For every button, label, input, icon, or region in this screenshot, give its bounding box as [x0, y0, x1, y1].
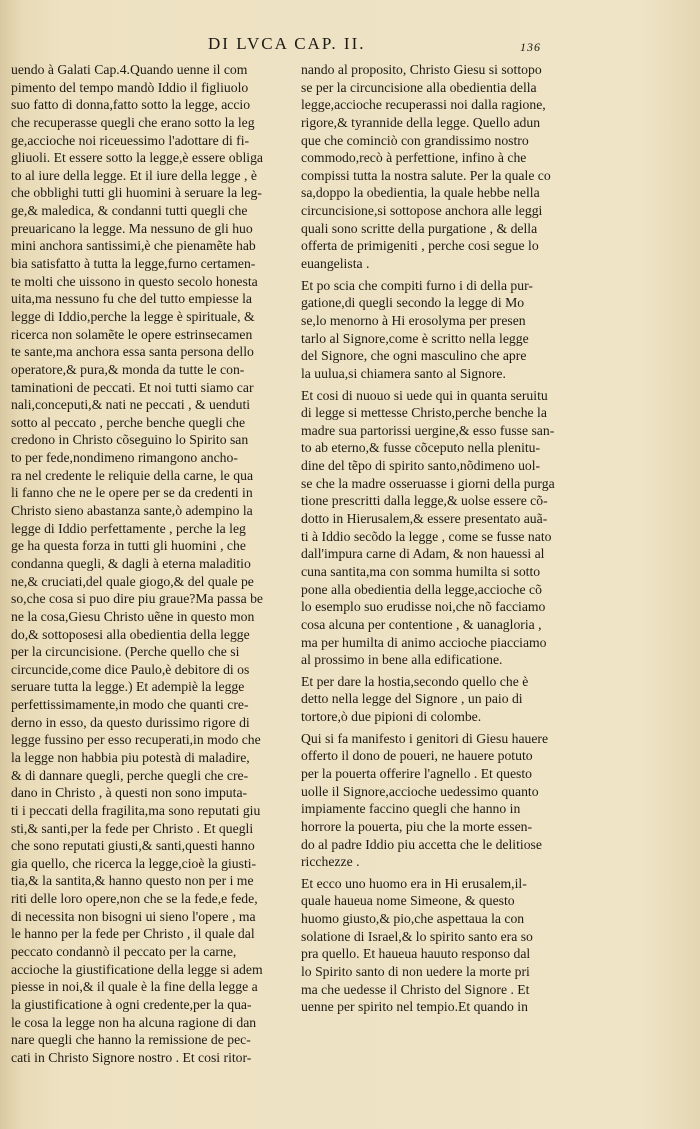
text-line: gia quello, che ricerca la legge,cioè la giusti- [11, 855, 257, 871]
text-line: solatione di Israel,& lo spirito santo era so [301, 928, 533, 944]
text-line: la uulua,si chiamera santo al Signore. [301, 365, 506, 381]
text-line: Qui si fa manifesto i genitori di Giesu hauere [301, 730, 549, 746]
text-line: tarlo al Signore,come è scritto nella legge [301, 330, 529, 346]
text-line: circuncisione,si sottopose anchora alle leggi [301, 203, 543, 219]
text-line: perfettissimamente,in modo che quanti cre- [11, 697, 249, 713]
text-line: lo Spirito santo di non uedere la morte pri [301, 964, 530, 980]
text-line: nare quegli che hanno la remissione de pec- [11, 1032, 251, 1048]
text-line: del Signore, che ogni masculino che apre [301, 348, 527, 364]
text-line: derno in esso, da questo durissimo rigore di [11, 714, 250, 730]
text-line: uita,ma nessuno fu che del tutto empiesse la [11, 291, 252, 307]
text-line: offerta de primigeniti , perche cosi segue lo [301, 238, 539, 254]
text-line: quale haueua nome Simeone, & questo [301, 893, 515, 909]
text-line: se che la madre osseruasse i giorni della purga [301, 475, 555, 491]
text-line: piesse in noi,& il quale è la fine della legge a [11, 979, 258, 995]
text-line: cosa alcuna per contentione , & uanagloria , [301, 616, 542, 632]
text-line: do al padre Iddio piu accetta che le delitiose [301, 836, 542, 852]
text-line: legge fussino per esso recuperati,in modo che [11, 732, 261, 748]
text-line: Et ecco uno huomo era in Hi erusalem,il- [301, 875, 527, 891]
text-line: ne,& cruciati,del quale giogo,& del quale pe [11, 573, 254, 589]
text-line: sotto al peccato , perche benche quegli che [11, 414, 246, 430]
text-line: ti à Iddio secõdo la legge , come se fusse nato [301, 528, 552, 544]
text-line: per la circuncisione. (Perche quello che si [11, 644, 240, 660]
text-line: peccato condannò il peccato per la carne, [11, 944, 237, 960]
text-line: nando al proposito, Christo Giesu si sottopo [301, 62, 542, 77]
text-line: riti delle loro opere,non che se la fede,e fede, [11, 891, 258, 907]
text-line: le hanno per la fede per Christo , il quale dal [11, 926, 255, 942]
text-line: di necessita non bisogni ui sieno l'opere , ma [11, 908, 256, 924]
text-line: compissi tutta la nostra salute. Per la quale co [301, 167, 551, 183]
text-line: preuaricano la legge. Ma nessuno de gli huo [11, 220, 253, 236]
paragraph [301, 277, 584, 383]
text-line: accioche la giustificatione della legge si adem [11, 961, 263, 977]
text-line: mini anchora santissimi,è che pienamẽte hab [11, 238, 256, 254]
paragraph [301, 730, 584, 871]
text-line: nali,conceputi,& nati ne peccati , & uenduti [11, 397, 251, 413]
text-line: to al iure della legge. Et il iure della legge , è [11, 167, 257, 183]
text-line: se,lo menorno à Hi erosolyma per presen [301, 312, 526, 328]
text-line: te molti che uissono in questo secolo honesta [11, 273, 258, 289]
text-line: tione prescritti dalla legge,& uolse essere cõ- [301, 493, 548, 509]
text-line: legge di Iddio perfettamente , perche la leg [11, 520, 246, 536]
text-line: lo esemplo suo erudisse noi,che nõ facciamo [301, 599, 546, 615]
paragraph [301, 61, 584, 273]
text-line: dano in Christo , à questi non sono imputa- [11, 785, 248, 801]
text-line: offerto il dono de poueri, ne hauere potuto [301, 748, 533, 764]
text-line: & di dannare quegli, perche quegli che cre- [11, 767, 249, 783]
text-line: madre sua partorissi uergine,& esso fusse san- [301, 422, 555, 438]
text-line: per la pouerta offerire l'agnello . Et questo [301, 765, 533, 781]
text-line: che sono reputati giusti,& santi,questi hanno [11, 838, 255, 854]
running-title: DI LVCA CAP. II. [208, 34, 366, 53]
text-line: euangelista . [301, 256, 370, 272]
text-line: ma che uedesse il Christo del Signore . Et [301, 981, 530, 997]
text-line: la giustificatione à ogni credente,per la qua- [11, 996, 252, 1012]
text-line: seruare tutta la legge.) Et adempiè la legge [11, 679, 245, 695]
left-text-column [11, 61, 294, 1067]
text-line: commodo,recò à perfettione, infino à che [301, 150, 527, 166]
text-line: tia,& la santita,& hanno questo non per i me [11, 873, 254, 889]
text-line: ne la cosa,Giesu Christo uẽne in questo mon [11, 608, 255, 624]
text-line: cuna santita,ma con somma humilta si sotto [301, 563, 541, 579]
text-line: te sante,ma anchora essa santa persona dello [11, 344, 254, 360]
text-line: huomo giusto,& pio,che aspettaua la con [301, 911, 525, 927]
text-line: que che cominciò con grandissimo nostro [301, 132, 529, 148]
text-line: dine del tẽpo di spirito santo,nõdimeno uol- [301, 458, 541, 474]
text-line: ge,accioche noi riceuessimo l'adottare di fi- [11, 132, 250, 148]
text-line: uolle il Signore,accioche uedessimo quanto [301, 783, 539, 799]
text-line: quali sono scritte della purgatione , & della [301, 220, 538, 236]
text-line: pimento del tempo mandò Iddio il figliuolo [11, 79, 249, 95]
text-line: taminationi de peccati. Et noi tutti siamo car [11, 379, 254, 395]
text-line: gatione,di quegli secondo la legge di Mo [301, 295, 525, 311]
text-line: ti i peccati della fragilita,ma sono reputati giu [11, 802, 261, 818]
text-line: so,che cosa si puo dire piu graue?Ma passa be [11, 591, 263, 607]
text-line: ricerca non solamẽte le opere estrinsecamen [11, 326, 253, 342]
text-line: legge di Iddio,perche la legge è spirituale, & [11, 308, 255, 324]
right-text-column [301, 61, 584, 1016]
text-line: pra quello. Et haueua hauuto responso dal [301, 946, 531, 962]
text-line: dall'impura carne di Adam, & non hauessi al [301, 546, 545, 562]
text-line: ricchezze . [301, 854, 360, 870]
folio-number: 136 [520, 40, 541, 54]
text-line: circuncide,come dice Paulo,è debitore di os [11, 661, 250, 677]
text-line: al prossimo in bene alla edificatione. [301, 652, 503, 668]
paragraph [301, 673, 584, 726]
text-line: to ab eterno,& fusse cõceputo nella plenitu- [301, 440, 541, 456]
text-line: condanna quegli, & dagli à eterna maladitio [11, 555, 251, 571]
text-line: suo fatto di donna,fatto sotto la legge, accio [11, 97, 251, 113]
text-line: se per la circuncisione alla obedientia della [301, 79, 537, 95]
paragraph [301, 387, 584, 669]
running-head [0, 34, 700, 56]
text-line: horrore la pouerta, piu che la morte essen- [301, 818, 533, 834]
text-line: dotto in Hierusalem,& essere presentato auã- [301, 511, 548, 527]
text-line: gliuoli. Et essere sotto la legge,è essere obliga [11, 150, 264, 166]
text-line: ge,& maledica, & condanni tutti quegli che [11, 203, 248, 219]
text-line: rigore,& tyrannide della legge. Quello adun [301, 114, 541, 130]
text-line: Et per dare la hostia,secondo quello che è [301, 673, 529, 689]
text-line: sti,& santi,per la fede per Christo . Et quegli [11, 820, 254, 836]
text-line: la legge non habbia piu potestà di maladire, [11, 749, 250, 765]
text-line: bia satisfatto à tutta la legge,furno certamen- [11, 256, 256, 272]
text-line: detto nella legge del Signore , un paio di [301, 691, 523, 707]
text-line: pone alla obedientia della legge,accioche cõ [301, 581, 542, 597]
text-line: uenne per spirito nel tempio.Et quando in [301, 999, 528, 1015]
paragraph [301, 875, 584, 1016]
text-line: ra nel credente le reliquie della carne, le qua [11, 467, 254, 483]
text-line: cati in Christo Signore nostro . Et cosi ritor- [11, 1049, 252, 1065]
text-line: to per fede,nondimeno rimangono ancho- [11, 450, 238, 466]
text-line: Christo sieno abastanza sante,ò adempino la [11, 503, 253, 519]
text-line: che obblighi tutti gli huomini à seruare la leg- [11, 185, 262, 201]
text-line: che recuperasse quegli che erano sotto la leg [11, 114, 255, 130]
text-line: sa,doppo la obedientia, la quale hebbe nella [301, 185, 540, 201]
text-line: ge ha questa forza in tutti gli huomini , che [11, 538, 246, 554]
text-line: Et po scia che compiti furno i di della pur- [301, 277, 533, 293]
text-line: li fanno che ne le opere per se da credenti in [11, 485, 253, 501]
text-line: Et cosi di nuouo si uede qui in quanta seruitu [301, 387, 548, 403]
text-line: operatore,& pura,& monda da tutte le con- [11, 361, 245, 377]
text-line: credono in Christo cõseguino lo Spirito san [11, 432, 249, 448]
text-line: impiamente faccino quegli che hanno in [301, 801, 521, 817]
text-line: legge,accioche recuperassi noi dalla ragione, [301, 97, 546, 113]
text-line: tortore,ò due pipioni di colombe. [301, 709, 482, 725]
text-line: le cosa la legge non ha alcuna ragione di dan [11, 1014, 257, 1030]
text-line: uendo à Galati Cap.4.Quando uenne il com [11, 62, 248, 77]
text-line: ma per humilta di animo accioche piacciamo [301, 634, 547, 650]
text-line: do,& sottoposesi alla obedientia della legge [11, 626, 250, 642]
text-line: di legge si mettesse Christo,perche benche la [301, 405, 547, 421]
